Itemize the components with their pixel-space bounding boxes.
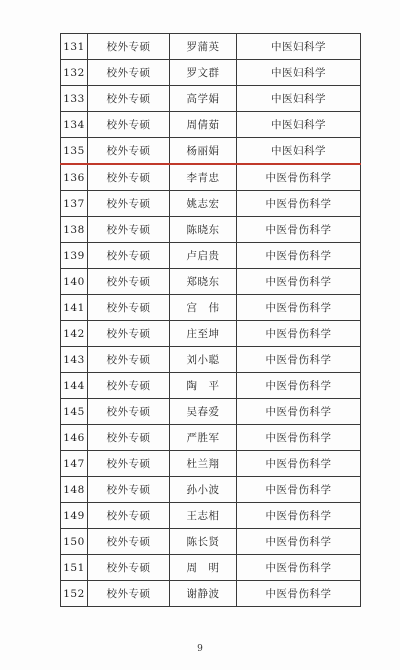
student-name-cell: 吴春爱 [170,399,237,425]
table-row [61,295,361,321]
row-number-cell: 135 [61,138,88,165]
student-type-cell: 校外专硕 [88,399,170,425]
table-row [61,217,361,243]
student-type-cell: 校外专硕 [88,503,170,529]
student-type-cell: 校外专硕 [88,529,170,555]
student-name-cell: 罗文群 [170,60,237,86]
student-type-cell: 校外专硕 [88,581,170,607]
student-name-cell: 周 明 [170,555,237,581]
student-name-cell: 宫 伟 [170,295,237,321]
major-cell: 中医骨伤科学 [237,373,361,399]
student-name-cell: 姚志宏 [170,191,237,217]
student-type-cell: 校外专硕 [88,112,170,138]
major-cell: 中医骨伤科学 [237,217,361,243]
student-type-cell: 校外专硕 [88,269,170,295]
row-number-cell: 148 [61,477,88,503]
table-row [61,529,361,555]
student-name-cell: 高学娟 [170,86,237,112]
table-row [61,373,361,399]
student-name-cell: 李青忠 [170,164,237,191]
major-cell: 中医骨伤科学 [237,243,361,269]
student-name-cell: 陈长贤 [170,529,237,555]
row-number-cell: 137 [61,191,88,217]
student-type-cell: 校外专硕 [88,191,170,217]
row-number-cell: 140 [61,269,88,295]
row-number-cell: 131 [61,34,88,60]
student-name-cell: 陈晓东 [170,217,237,243]
row-number-cell: 134 [61,112,88,138]
table-row [61,86,361,112]
major-cell: 中医妇科学 [237,112,361,138]
row-number-cell: 147 [61,451,88,477]
major-cell: 中医妇科学 [237,60,361,86]
major-cell: 中医骨伤科学 [237,269,361,295]
table-row [61,581,361,607]
row-number-cell: 146 [61,425,88,451]
row-number-cell: 149 [61,503,88,529]
student-name-cell: 罗蒲英 [170,34,237,60]
student-roster-table [60,33,361,607]
major-cell: 中医妇科学 [237,86,361,112]
student-name-cell: 严胜军 [170,425,237,451]
student-type-cell: 校外专硕 [88,477,170,503]
row-number-cell: 150 [61,529,88,555]
table-row [61,164,361,191]
student-name-cell: 陶 平 [170,373,237,399]
student-type-cell: 校外专硕 [88,217,170,243]
major-cell: 中医骨伤科学 [237,581,361,607]
table-row [61,269,361,295]
row-number-cell: 143 [61,347,88,373]
major-cell: 中医妇科学 [237,138,361,165]
student-name-cell: 王志相 [170,503,237,529]
student-type-cell: 校外专硕 [88,164,170,191]
student-type-cell: 校外专硕 [88,243,170,269]
row-number-cell: 136 [61,164,88,191]
table-row [61,347,361,373]
row-number-cell: 141 [61,295,88,321]
table-row [61,138,361,165]
table-row [61,112,361,138]
major-cell: 中医骨伤科学 [237,295,361,321]
student-type-cell: 校外专硕 [88,295,170,321]
student-name-cell: 刘小聪 [170,347,237,373]
student-name-cell: 庄至坤 [170,321,237,347]
major-cell: 中医骨伤科学 [237,347,361,373]
major-cell: 中医骨伤科学 [237,191,361,217]
major-cell: 中医骨伤科学 [237,477,361,503]
student-type-cell: 校外专硕 [88,60,170,86]
student-name-cell: 周倩茹 [170,112,237,138]
major-cell: 中医骨伤科学 [237,164,361,191]
student-name-cell: 杜兰翔 [170,451,237,477]
table-row [61,34,361,60]
student-type-cell: 校外专硕 [88,555,170,581]
table-row [61,60,361,86]
row-number-cell: 144 [61,373,88,399]
student-name-cell: 谢静波 [170,581,237,607]
table-row [61,321,361,347]
row-number-cell: 151 [61,555,88,581]
row-number-cell: 152 [61,581,88,607]
table-row [61,191,361,217]
student-type-cell: 校外专硕 [88,321,170,347]
table-row [61,477,361,503]
major-cell: 中医骨伤科学 [237,451,361,477]
major-cell: 中医骨伤科学 [237,425,361,451]
student-type-cell: 校外专硕 [88,138,170,165]
roster-table-body [61,34,361,607]
row-number-cell: 145 [61,399,88,425]
table-row [61,425,361,451]
student-type-cell: 校外专硕 [88,425,170,451]
student-type-cell: 校外专硕 [88,451,170,477]
major-cell: 中医骨伤科学 [237,529,361,555]
student-name-cell: 杨丽娟 [170,138,237,165]
student-name-cell: 郑晓东 [170,269,237,295]
major-cell: 中医骨伤科学 [237,399,361,425]
student-name-cell: 卢启贵 [170,243,237,269]
student-type-cell: 校外专硕 [88,86,170,112]
student-type-cell: 校外专硕 [88,347,170,373]
row-number-cell: 142 [61,321,88,347]
major-cell: 中医骨伤科学 [237,321,361,347]
page-number: 9 [197,644,203,654]
row-number-cell: 133 [61,86,88,112]
student-name-cell: 孙小波 [170,477,237,503]
row-number-cell: 132 [61,60,88,86]
table-row [61,243,361,269]
table-row [61,399,361,425]
student-type-cell: 校外专硕 [88,34,170,60]
table-row [61,451,361,477]
row-number-cell: 139 [61,243,88,269]
student-type-cell: 校外专硕 [88,373,170,399]
major-cell: 中医骨伤科学 [237,503,361,529]
row-number-cell: 138 [61,217,88,243]
table-row [61,503,361,529]
major-cell: 中医骨伤科学 [237,555,361,581]
table-row [61,555,361,581]
major-cell: 中医妇科学 [237,34,361,60]
